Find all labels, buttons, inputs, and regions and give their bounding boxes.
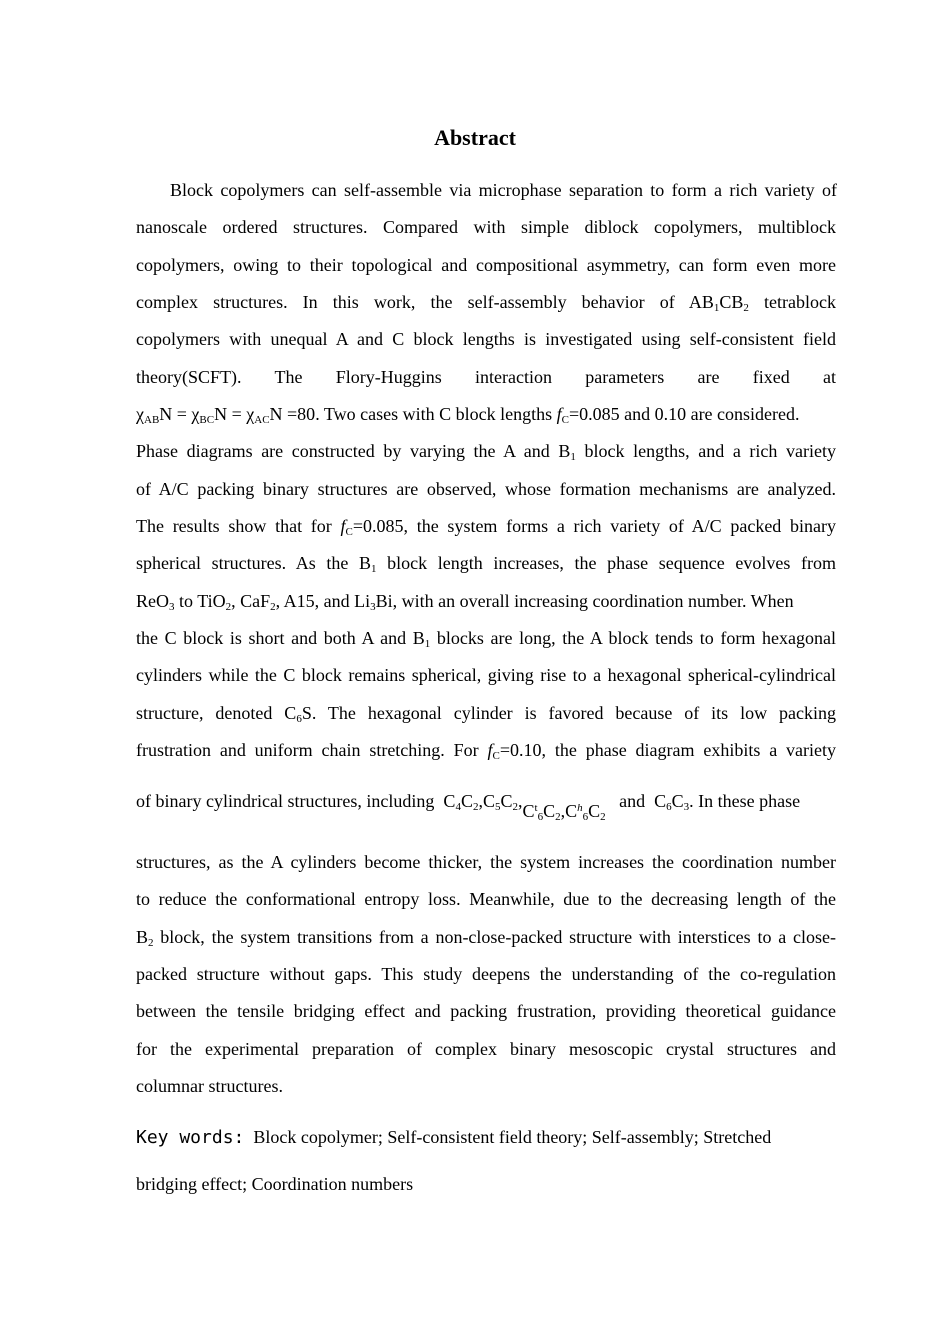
abstract-line: structures, as the A cylinders become thicker, the system increases the coordination number	[136, 852, 836, 872]
abstract-line: for the experimental preparation of complex binary mesoscopic crystal structures and	[136, 1039, 836, 1059]
abstract-line: Phase diagrams are constructed by varying the A and $B_1$ block lengths, and a rich variety	[136, 441, 836, 463]
abstract-line: $\chi_{AB}N = \chi_{BC}N = \chi_{AC}N =80$. Two cases with C block lengths $f_C=0.085$ and 0.10 are considered.	[136, 404, 800, 426]
abstract-line: ReO$_3$ to TiO$_2$, CaF$_2$, A15, and $Li_3Bi$, with an overall increasing coordination number. When	[136, 591, 794, 613]
abstract-line: packed structure without gaps. This study deepens the understanding of the co-regulation	[136, 964, 836, 984]
abstract-line: theory(SCFT). The Flory-Huggins interaction parameters are fixed at	[136, 367, 836, 387]
abstract-line: complex structures. In this work, the self-assembly behavior of $AB_1CB_2$ tetrablock	[136, 292, 836, 314]
keywords-label: Key words:	[136, 1127, 245, 1148]
abstract-line: of A/C packing binary structures are observed, whose formation mechanisms are analyzed.	[136, 479, 836, 499]
keywords-text: Block copolymer; Self-consistent field theory; Self-assembly; Stretched	[253, 1127, 772, 1147]
abstract-line: nanoscale ordered structures. Compared with simple diblock copolymers, multiblock	[136, 217, 836, 237]
abstract-line: The results show that for $f_C=0.085$, the system forms a rich variety of A/C packed binary	[136, 516, 836, 538]
abstract-line: of binary cylindrical structures, including $C_4C_2,C_5C_2,C^t_6C_2,C^h_6C_2$ and $C_6C_3$. In these phase	[136, 791, 801, 823]
abstract-line: $B_2$ block, the system transitions from a non-close-packed structure with interstices to a close-	[136, 927, 836, 949]
keywords	[136, 1125, 836, 1149]
abstract-line: spherical structures. As the $B_1$ block length increases, the phase sequence evolves from	[136, 553, 836, 575]
abstract-line: cylinders while the C block remains spherical, giving rise to a hexagonal spherical-cylindrical	[136, 665, 836, 685]
abstract-line: Block copolymers can self-assemble via microphase separation to form a rich variety of	[170, 180, 837, 200]
abstract-line: structure, denoted $C_6S$. The hexagonal cylinder is favored because of its low packing	[136, 703, 836, 725]
abstract-line: frustration and uniform chain stretching. For $f_C=0.10$, the phase diagram exhibits a variety	[136, 740, 836, 762]
abstract-line: columnar structures.	[136, 1076, 283, 1096]
abstract-line: copolymers, owing to their topological and compositional asymmetry, can form even more	[136, 255, 836, 275]
abstract-title: Abstract	[434, 125, 516, 150]
abstract-line: the C block is short and both A and $B_1$ blocks are long, the A block tends to form hexagonal	[136, 628, 836, 650]
abstract-line: to reduce the conformational entropy loss. Meanwhile, due to the decreasing length of the	[136, 889, 836, 909]
abstract-line: copolymers with unequal A and C block lengths is investigated using self-consistent field	[136, 329, 836, 349]
abstract-line: between the tensile bridging effect and packing frustration, providing theoretical guidance	[136, 1001, 836, 1021]
chi-equation: $\chi_{AB}N = \chi_{BC}N = \chi_{AC}N =80$	[136, 404, 316, 426]
keywords-continued: bridging effect; Coordination numbers	[136, 1174, 414, 1194]
